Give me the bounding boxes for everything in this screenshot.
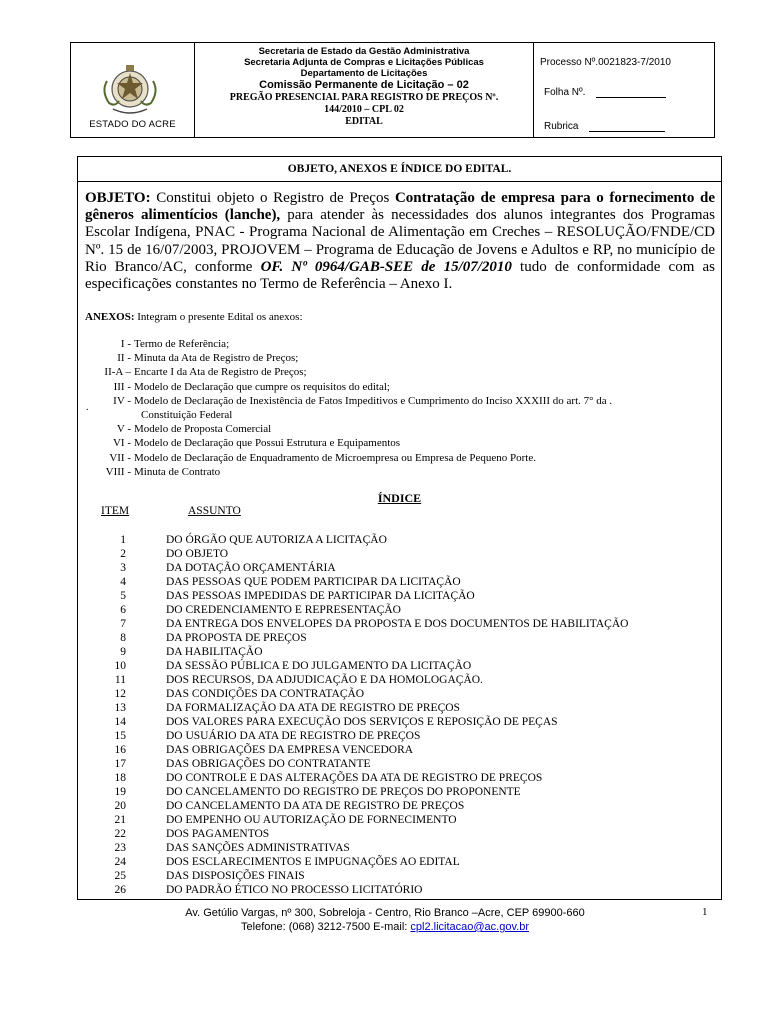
anexo-number: VI - [112,437,131,450]
indice-item-subject: DOS PAGAMENTOS [166,828,270,840]
indice-item-number: 13 [114,702,126,714]
indice-item-number: 18 [114,772,126,784]
indice-row [78,575,723,589]
anexo-number: VIII - [105,465,131,478]
anexo-item [78,351,723,365]
indice-item-number: 20 [114,800,126,812]
anexo-number: II - [117,352,131,365]
assunto-column-header: ASSUNTO [188,505,241,517]
indice-title: ÍNDICE [377,491,422,505]
anexo-text: Minuta de Contrato [134,465,221,478]
anexo-text: Modelo de Declaração que Possui Estrutura e Equipamentos [134,437,401,450]
anexo-item [78,408,723,422]
indice-item-number: 7 [120,618,126,630]
indice-item-subject: DA DOTAÇÃO ORÇAMENTÁRIA [166,562,336,574]
page-footer [0,906,770,934]
document-header [70,42,715,138]
anexo-item [78,380,723,394]
indice-row [78,673,723,687]
indice-row [78,603,723,617]
indice-item-number: 16 [114,744,126,756]
indice-row [78,883,723,897]
indice-item-number: 19 [114,786,126,798]
anexo-item [78,365,723,379]
folha-label: Folha Nº. [544,87,586,98]
indice-item-subject: DO USUÁRIO DA ATA DE REGISTRO DE PREÇOS [166,730,421,742]
indice-row [78,841,723,855]
section-divider [78,181,721,182]
header-process-cell [534,43,714,137]
anexo-item [78,422,723,436]
anexo-item [78,465,723,479]
header-pregao-num: 144/2010 – CPL 02 [324,104,404,115]
indice-item-number: 8 [120,632,126,644]
anexo-number: VII - [109,451,131,464]
indice-row [78,715,723,729]
indice-row [78,813,723,827]
anexo-text: Modelo de Proposta Comercial [134,423,272,436]
indice-row [78,729,723,743]
indice-row [78,701,723,715]
indice-row [78,869,723,883]
anexos-heading [85,311,303,323]
footer-phone: Telefone: (068) 3212-7500 E-mail: [241,921,411,933]
indice-item-subject: DO EMPENHO OU AUTORIZAÇÃO DE FORNECIMENTO [166,814,457,826]
indice-item-number: 14 [114,716,126,728]
indice-item-subject: DAS PESSOAS QUE PODEM PARTICIPAR DA LICITAÇÃO [166,576,461,588]
header-line-3: Departamento de Licitações [300,68,428,79]
anexo-item [78,436,723,450]
anexo-text: Termo de Referência; [134,338,230,350]
indice-item-subject: DA PROPOSTA DE PREÇOS [166,632,307,644]
indice-item-subject: DO CREDENCIAMENTO E REPRESENTAÇÃO [166,604,401,616]
header-comissao: Comissão Permanente de Licitação – 02 [259,79,469,91]
indice-item-number: 12 [114,688,126,700]
indice-item-subject: DA ENTREGA DOS ENVELOPES DA PROPOSTA E DOS DOCUMENTOS DE HABILITAÇÃO [166,618,629,630]
objeto-bold-italic: OF. Nº 0964/GAB-SEE de 15/07/2010 [260,258,512,275]
objeto-text-3: tudo de conformidade com as especificações constantes no Termo de Referência – Anexo I. [85,258,715,293]
indice-item-number: 25 [114,870,126,882]
section-title: OBJETO, ANEXOS E ÍNDICE DO EDITAL. [287,163,512,175]
indice-item-subject: DAS OBRIGAÇÕES DO CONTRATANTE [166,758,371,770]
objeto-label: OBJETO: [85,190,151,206]
processo-number: Processo Nº.0021823-7/2010 [540,57,671,68]
indice-row [78,799,723,813]
objeto-bold: Contratação de empresa para o fornecimento de gêneros alimentícios (lanche), [85,190,716,224]
anexo-item [78,451,723,465]
anexo-text: Modelo de Declaração que cumpre os requisitos do edital; [134,380,390,393]
indice-item-subject: DO CONTROLE E DAS ALTERAÇÕES DA ATA DE REGISTRO DE PREÇOS [166,772,543,784]
indice-item-number: 10 [114,660,126,672]
indice-item-number: 26 [114,884,126,896]
header-title-cell [195,43,534,137]
indice-item-number: 9 [120,646,126,658]
indice-row [78,827,723,841]
indice-item-subject: DO OBJETO [166,548,229,560]
indice-item-subject: DAS PESSOAS IMPEDIDAS DE PARTICIPAR DA LICITAÇÃO [166,590,475,602]
objeto-text-2: para atender às necessidades dos alunos integrantes dos Programas Escolar Indígena, PNAC - Programa Nacional de Alimentação em Creches – RESOLUÇÃO/FNDE/CD Nº. 15 de 16/07/2003, PROJOVEM – Programa de Educação de Jovens e Adultos e RP, no município de Rio Branco/AC, conforme [85,207,715,275]
indice-item-number: 15 [114,730,126,742]
indice-item-number: 6 [120,604,126,616]
state-crest-icon [99,61,161,127]
anexo-number: I - [120,338,131,350]
anexos-intro: Integram o presente Edital os anexos: [134,311,303,323]
indice-row [78,547,723,561]
page-number: 1 [702,906,708,918]
indice-row [78,589,723,603]
objeto-paragraph [85,190,715,293]
indice-row [78,533,723,547]
footer-contact [0,920,770,934]
anexos-list [78,337,723,479]
indice-item-subject: DAS DISPOSIÇÕES FINAIS [166,870,305,882]
header-edital: EDITAL [345,116,383,127]
indice-item-number: 2 [120,548,126,560]
estado-label: ESTADO DO ACRE [89,119,176,130]
indice-item-number: 24 [114,856,126,868]
item-column-header: ITEM [101,505,130,517]
header-line-1: Secretaria de Estado da Gestão Administrativa [258,46,470,57]
footer-address: Av. Getúlio Vargas, nº 300, Sobreloja - Centro, Rio Branco –Acre, CEP 69900-660 [185,907,585,919]
indice-item-subject: DO CANCELAMENTO DO REGISTRO DE PREÇOS DO PROPONENTE [166,786,521,798]
anexo-number: II-A – [104,366,131,379]
indice-item-subject: DO CANCELAMENTO DA ATA DE REGISTRO DE PREÇOS [166,800,465,812]
indice-item-number: 1 [120,534,126,546]
indice-item-number: 4 [120,576,126,588]
indice-item-number: 5 [120,590,126,602]
header-line-2: Secretaria Adjunta de Compras e Licitações Públicas [244,57,484,68]
indice-row [78,757,723,771]
indice-row [78,631,723,645]
anexo-number: IV - [113,394,131,407]
header-pregao: PREGÃO PRESENCIAL PARA REGISTRO DE PREÇOS Nº. [229,92,499,103]
footer-email-link[interactable]: cpl2.licitacao@ac.gov.br [410,921,529,933]
indice-item-subject: DAS CONDIÇÕES DA CONTRATAÇÃO [166,688,365,700]
folha-field [544,87,666,98]
indice-row [78,659,723,673]
indice-row [78,561,723,575]
indice-item-subject: DOS RECURSOS, DA ADJUDICAÇÃO E DA HOMOLOGAÇÃO. [166,674,483,686]
folha-blank-line [596,87,666,98]
indice-item-subject: DA HABILITAÇÃO [166,646,263,658]
anexo-text: Modelo de Declaração de Enquadramento de Microempresa ou Empresa de Pequeno Porte. [134,451,536,464]
anexo-number: V - [116,423,131,436]
indice-row [78,785,723,799]
indice-item-subject: DOS VALORES PARA EXECUÇÃO DOS SERVIÇOS E REPOSIÇÃO DE PEÇAS [166,716,558,728]
indice-list [78,533,723,897]
indice-item-subject: DO ÓRGÃO QUE AUTORIZA A LICITAÇÃO [166,534,387,546]
anexo-text: Constituição Federal [141,409,233,422]
anexo-item [78,394,723,408]
anexo-text: Modelo de Declaração de Inexistência de Fatos Impeditivos e Cumprimento do Inciso XXXIII do art. 7° da . [134,394,613,407]
indice-item-number: 17 [114,758,126,770]
stray-dot: . [86,402,89,413]
anexo-item [78,337,723,351]
indice-row [78,617,723,631]
indice-item-subject: DO PADRÃO ÉTICO NO PROCESSO LICITATÓRIO [166,884,423,896]
rubrica-field [544,121,665,132]
rubrica-label: Rubrica [544,121,579,132]
indice-item-number: 21 [114,814,126,826]
indice-row [78,743,723,757]
anexo-text: Minuta da Ata de Registro de Preços; [134,352,299,365]
indice-item-number: 23 [114,842,126,854]
indice-item-subject: DAS OBRIGAÇÕES DA EMPRESA VENCEDORA [166,744,414,756]
indice-row [78,645,723,659]
indice-item-subject: DA SESSÃO PÚBLICA E DO JULGAMENTO DA LICITAÇÃO [166,660,472,672]
indice-item-number: 11 [114,674,126,686]
indice-item-subject: DOS ESCLARECIMENTOS E IMPUGNAÇÕES AO EDITAL [166,856,460,868]
indice-item-number: 22 [114,828,126,840]
header-logo-cell [71,43,195,137]
anexos-label: ANEXOS: [85,311,135,323]
indice-row [78,855,723,869]
anexo-text: Encarte I da Ata de Registro de Preços; [134,366,307,379]
indice-item-subject: DAS SANÇÕES ADMINISTRATIVAS [166,842,350,854]
anexo-number: III - [113,380,131,393]
indice-item-number: 3 [120,562,126,574]
objeto-text-1: Constitui objeto o Registro de Preços [150,190,395,206]
indice-row [78,771,723,785]
rubrica-blank-line [589,121,665,132]
edital-body-frame [77,156,722,900]
indice-row [78,687,723,701]
indice-item-subject: DA FORMALIZAÇÃO DA ATA DE REGISTRO DE PREÇOS [166,702,460,714]
